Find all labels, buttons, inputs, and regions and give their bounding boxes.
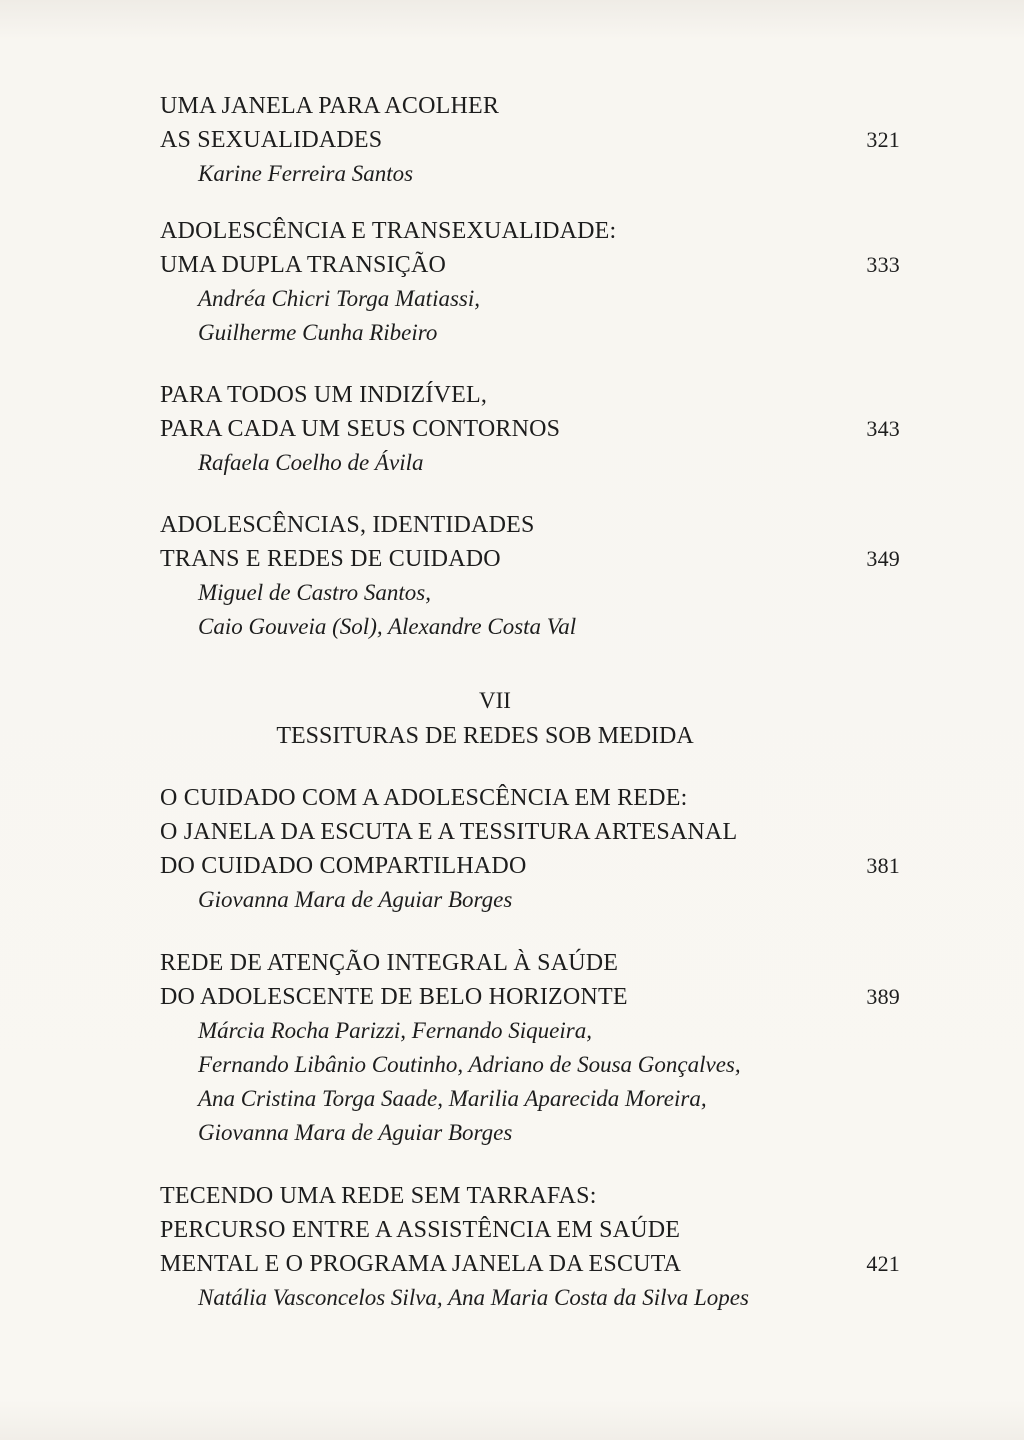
entry-author: Miguel de Castro Santos, <box>198 580 431 605</box>
entry-title-line-last <box>160 980 900 1014</box>
entry-title-line-last <box>160 1247 900 1281</box>
entry-title-line: PERCURSO ENTRE A ASSISTÊNCIA EM SAÚDE <box>160 1217 681 1243</box>
entry-title-line: REDE DE ATENÇÃO INTEGRAL À SAÚDE <box>160 950 619 976</box>
entry-author: Rafaela Coelho de Ávila <box>198 450 424 475</box>
entry-author: Márcia Rocha Parizzi, Fernando Siqueira, <box>198 1018 592 1043</box>
entry-title-line: O JANELA DA ESCUTA E A TESSITURA ARTESANAL <box>160 819 738 845</box>
entry-title-text: TRANS E REDES DE CUIDADO <box>160 546 501 572</box>
entry-title-line: ADOLESCÊNCIA E TRANSEXUALIDADE: <box>160 218 617 244</box>
page-number: 381 <box>866 853 900 878</box>
entry-author: Guilherme Cunha Ribeiro <box>198 320 438 345</box>
entry-author: Caio Gouveia (Sol), Alexandre Costa Val <box>198 614 577 639</box>
entry-title-line: UMA JANELA PARA ACOLHER <box>160 93 500 119</box>
entry-title-text: MENTAL E O PROGRAMA JANELA DA ESCUTA <box>160 1251 682 1277</box>
entry-title-line-last <box>160 542 900 576</box>
page-number: 321 <box>866 127 900 152</box>
page-number: 421 <box>866 1251 900 1276</box>
entry-author: Fernando Libânio Coutinho, Adriano de Sousa Gonçalves, <box>198 1052 741 1077</box>
page-number: 349 <box>866 546 900 571</box>
entry-title-text: PARA CADA UM SEUS CONTORNOS <box>160 416 561 442</box>
entry-title-text: AS SEXUALIDADES <box>160 127 383 153</box>
toc-entry <box>160 378 900 480</box>
entry-author: Giovanna Mara de Aguiar Borges <box>198 1120 513 1145</box>
entry-title-line: TECENDO UMA REDE SEM TARRAFAS: <box>160 1183 597 1209</box>
toc-entry <box>160 781 900 917</box>
entry-title-line-last <box>160 123 900 157</box>
entry-title-line: O CUIDADO COM A ADOLESCÊNCIA EM REDE: <box>160 785 688 811</box>
page-number: 333 <box>866 252 900 277</box>
section-numeral: VII <box>479 688 511 713</box>
entry-author: Giovanna Mara de Aguiar Borges <box>198 887 513 912</box>
entry-title-line-last <box>160 849 900 883</box>
entry-title-line-last <box>160 412 900 446</box>
entry-author: Ana Cristina Torga Saade, Marilia Aparecida Moreira, <box>198 1086 707 1111</box>
toc-entry <box>160 89 900 191</box>
page-number: 389 <box>866 984 900 1009</box>
entry-author: Karine Ferreira Santos <box>198 161 414 186</box>
entry-title-text: DO ADOLESCENTE DE BELO HORIZONTE <box>160 984 628 1010</box>
toc-entry <box>160 1179 900 1315</box>
toc-entry <box>160 946 900 1150</box>
toc-entry <box>160 214 900 350</box>
entry-author: Natália Vasconcelos Silva, Ana Maria Costa da Silva Lopes <box>198 1285 749 1310</box>
section-title: TESSITURAS DE REDES SOB MEDIDA <box>276 723 694 749</box>
entry-title-line: PARA TODOS UM INDIZÍVEL, <box>160 382 488 408</box>
entry-title-text: UMA DUPLA TRANSIÇÃO <box>160 252 447 278</box>
entry-title-line-last <box>160 248 900 282</box>
entry-title-text: DO CUIDADO COMPARTILHADO <box>160 853 527 879</box>
page-number: 343 <box>866 416 900 441</box>
entry-title-line: ADOLESCÊNCIAS, IDENTIDADES <box>160 512 535 538</box>
toc-entry <box>160 508 900 644</box>
entry-author: Andréa Chicri Torga Matiassi, <box>198 286 480 311</box>
section-header <box>160 684 900 754</box>
